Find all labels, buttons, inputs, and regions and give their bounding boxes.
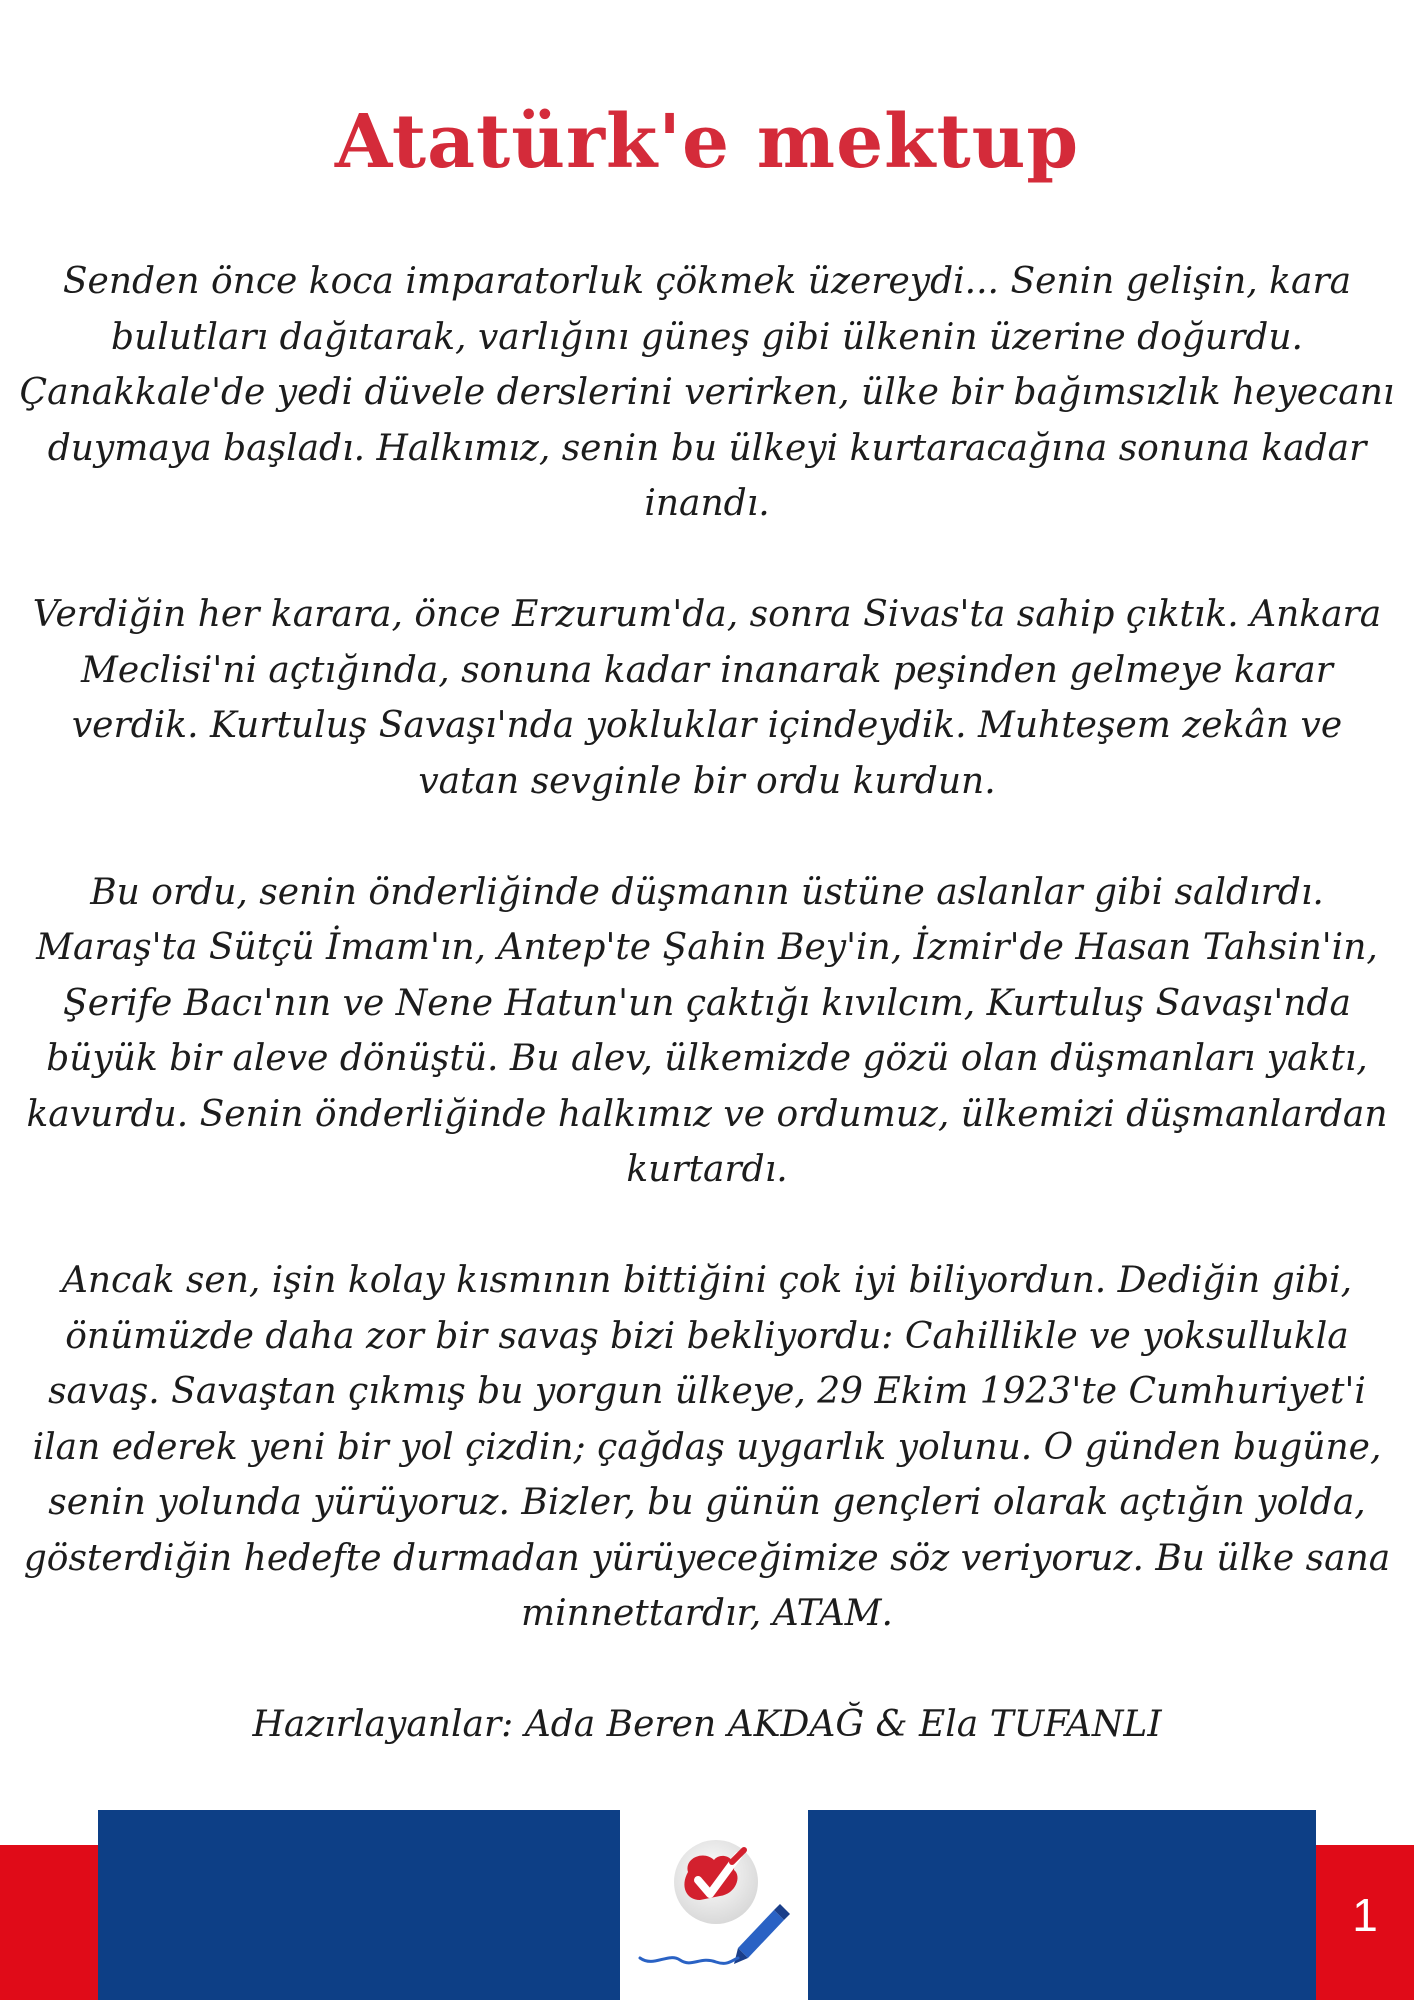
paragraph: Ancak sen, işin kolay kısmının bittiğini çok iyi biliyordun. Dediğin gibi, önümüzde daha zor bir savaş bizi bekliyordu: Cahillikle ve yoksullukla savaş. Savaştan çıkmış bu yorgun ülkeye, 29 Ekim 1923'te Cumhuriyet'i ilan ederek yeni bir yol çizdin; çağdaş uygarlık yolunu. O günden bugüne, senin yolunda yürüyoruz. Bizler, bu günün gençleri olarak açtığın yolda, gösterdiğin hedefte durmadan yürüyeceğimize söz veriyoruz. Bu ülke sana minnettardır, ATAM. xyxy=(23,1260,1391,1634)
author-line: Hazırlayanlar: Ada Beren AKDAĞ & Ela TUFANLI xyxy=(252,1704,1162,1745)
page-title: Atatürk'e mektup xyxy=(334,99,1080,185)
paragraph: Bu ordu, senin önderliğinde düşmanın üstüne aslanlar gibi saldırdı. Maraş'ta Sütçü İmam'ın, Antep'te Şahin Bey'in, İzmir'de Hasan Tahsin'in, Şerife Bacı'nın ve Nene Hatun'un çaktığı kıvılcım, Kurtuluş Savaşı'nda büyük bir aleve dönüştü. Bu alev, ülkemizde gözü olan düşmanları yaktı, kavurdu. Senin önderliğinde halkımız ve ordumuz, ülkemizi düşmanlardan kurtardı. xyxy=(26,871,1388,1190)
checkmark-pen-icon xyxy=(620,1810,808,2000)
paragraph: Senden önce koca imparatorluk çökmek üzereydi... Senin gelişin, kara bulutları dağıtarak, varlığını güneş gibi ülkenin üzerine doğurdu. Çanakkale'de yedi düvele derslerini verirken, ülke bir bağımsızlık heyecanı duymaya başladı. Halkımız, senin bu ülkeyi kurtaracağına sonuna kadar inandı. xyxy=(19,261,1395,524)
letter-body xyxy=(18,254,1396,1808)
page-number: 1 xyxy=(1352,1889,1378,1941)
paragraph: Verdiğin her karara, önce Erzurum'da, sonra Sivas'ta sahip çıktık. Ankara Meclisi'ni açtığında, sonuna kadar inanarak peşinden gelmeye karar verdik. Kurtuluş Savaşı'nda yokluklar içindeydik. Muhteşem zekân ve vatan sevginle bir ordu kurdun. xyxy=(32,594,1382,802)
footer-logo xyxy=(620,1810,808,2000)
